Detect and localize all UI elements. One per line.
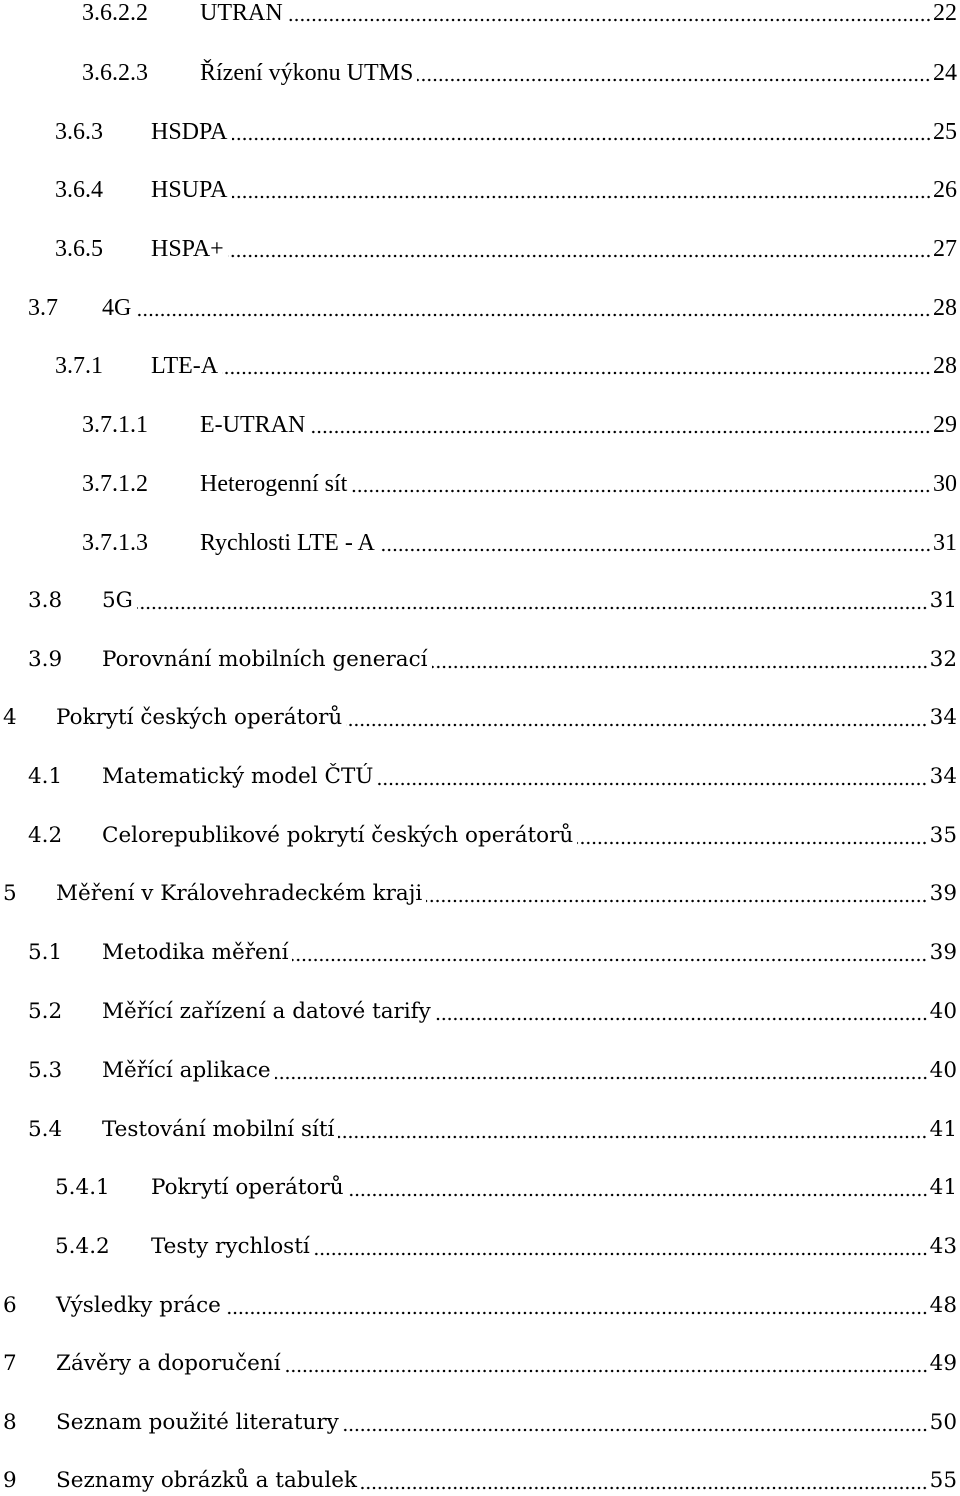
dot-leader xyxy=(309,429,931,435)
toc-entry-page-number: 40 xyxy=(928,997,957,1027)
toc-entry-title: Matematický model ČTÚ xyxy=(102,764,374,789)
toc-entry-number: 8 xyxy=(3,1410,17,1435)
toc-entry[interactable] xyxy=(0,469,957,499)
dot-leader xyxy=(432,664,928,670)
toc-entry-number: 3.7 xyxy=(28,295,58,321)
toc-entry[interactable] xyxy=(0,117,957,147)
toc-entry-page-number: 40 xyxy=(928,1056,957,1086)
dot-leader xyxy=(225,1310,928,1316)
toc-entry-number: 3.6.4 xyxy=(55,177,103,203)
toc-entry-page-number: 50 xyxy=(928,1408,957,1438)
toc-entry[interactable] xyxy=(0,234,957,264)
toc-entry-number: 6 xyxy=(3,1293,17,1318)
toc-entry-page-number: 24 xyxy=(933,60,957,86)
toc-entry-number: 5.4 xyxy=(28,1117,63,1142)
toc-entry-title: Řízení výkonu UTMS xyxy=(200,60,414,86)
toc-entry-title: HSUPA xyxy=(151,177,228,203)
dot-leader xyxy=(361,1485,928,1491)
toc-entry-number: 5.3 xyxy=(28,1058,63,1083)
toc-entry-title: Měřící zařízení a datové tarify xyxy=(102,999,431,1024)
dot-leader xyxy=(135,312,931,318)
toc-entry-number: 3.8 xyxy=(28,588,63,613)
toc-entry[interactable] xyxy=(0,528,957,558)
toc-entry-page-number: 27 xyxy=(933,236,957,262)
toc-entry[interactable] xyxy=(0,1466,957,1496)
dot-leader xyxy=(292,957,927,963)
toc-entry-number: 3.9 xyxy=(28,647,63,672)
toc-entry-page-number: 28 xyxy=(933,295,957,321)
toc-entry-number: 3.7.1 xyxy=(55,353,103,379)
toc-entry-title: Výsledky práce xyxy=(56,1293,221,1318)
toc-entry-title: Pokrytí operátorů xyxy=(151,1175,344,1200)
toc-entry-title: Pokrytí českých operátorů xyxy=(56,705,343,730)
toc-entry[interactable] xyxy=(0,175,957,205)
toc-entry[interactable] xyxy=(0,0,957,28)
toc-entry-title: UTRAN xyxy=(200,0,283,26)
dot-leader xyxy=(338,1134,927,1140)
dot-leader xyxy=(137,605,928,611)
dot-leader xyxy=(346,722,927,728)
dot-leader xyxy=(222,370,931,376)
toc-entry-page-number: 25 xyxy=(933,119,957,145)
toc-entry-number: 4.1 xyxy=(28,764,63,789)
toc-entry-title: 4G xyxy=(102,295,132,321)
toc-entry-page-number: 48 xyxy=(928,1291,957,1321)
toc-entry-number: 5.2 xyxy=(28,999,63,1024)
toc-entry-page-number: 31 xyxy=(928,586,957,616)
toc-entry-title: Seznamy obrázků a tabulek xyxy=(56,1468,357,1493)
dot-leader xyxy=(426,898,927,904)
toc-entry-page-number: 34 xyxy=(928,762,957,792)
toc-entry[interactable] xyxy=(0,1115,957,1145)
dot-leader xyxy=(435,1016,928,1022)
toc-entry-title: Testování mobilní sítí xyxy=(102,1117,335,1142)
toc-entry-page-number: 41 xyxy=(928,1115,957,1145)
toc-entry-title: 5G xyxy=(102,588,133,613)
dot-leader xyxy=(577,840,927,846)
toc-entry-title: Měřící aplikace xyxy=(102,1058,271,1083)
dot-leader xyxy=(351,488,931,494)
toc-entry-number: 5.4.1 xyxy=(55,1175,110,1200)
toc-entry-page-number: 31 xyxy=(933,530,957,556)
toc-entry-page-number: 49 xyxy=(928,1349,957,1379)
toc-entry-page-number: 39 xyxy=(928,938,957,968)
toc-entry-page-number: 35 xyxy=(928,821,957,851)
toc-entry[interactable] xyxy=(0,1349,957,1379)
toc-entry-title: Měření v Královehradeckém kraji xyxy=(56,881,423,906)
toc-entry-title: HSDPA xyxy=(151,119,228,145)
toc-entry[interactable] xyxy=(0,293,957,323)
toc-entry-number: 3.6.5 xyxy=(55,236,103,262)
toc-entry-title: Rychlosti LTE - A xyxy=(200,530,375,556)
toc-entry-page-number: 30 xyxy=(933,471,957,497)
toc-entry[interactable] xyxy=(0,821,957,851)
toc-entry-page-number: 32 xyxy=(928,645,957,675)
toc-entry-number: 5 xyxy=(3,881,17,906)
toc-entry-title: Heterogenní sít xyxy=(200,471,348,497)
toc-entry-number: 4.2 xyxy=(28,823,63,848)
toc-entry[interactable] xyxy=(0,762,957,792)
dot-leader xyxy=(314,1251,928,1257)
toc-entry-page-number: 26 xyxy=(933,177,957,203)
toc-entry-title: HSPA+ xyxy=(151,236,224,262)
dot-leader xyxy=(275,1075,928,1081)
toc-entry[interactable] xyxy=(0,938,957,968)
toc-entry[interactable] xyxy=(0,879,957,909)
toc-entry-page-number: 41 xyxy=(928,1173,957,1203)
toc-entry-page-number: 55 xyxy=(928,1466,957,1496)
toc-entry-title: Závěry a doporučení xyxy=(56,1351,281,1376)
toc-entry-number: 5.4.2 xyxy=(55,1234,110,1259)
toc-entry[interactable] xyxy=(0,1173,957,1203)
toc-entry-number: 3.6.2.2 xyxy=(82,0,148,26)
dot-leader xyxy=(343,1427,928,1433)
toc-entry-number: 4 xyxy=(3,705,17,730)
toc-entry-number: 5.1 xyxy=(28,940,63,965)
toc-entry-title: LTE-A xyxy=(151,353,219,379)
toc-entry[interactable] xyxy=(0,586,957,616)
dot-leader xyxy=(232,136,932,142)
toc-entry[interactable] xyxy=(0,410,957,440)
toc-entry[interactable] xyxy=(0,1291,957,1321)
toc-entry-number: 7 xyxy=(3,1351,17,1376)
toc-entry-number: 3.6.2.3 xyxy=(82,60,148,86)
dot-leader xyxy=(232,194,932,200)
toc-entry-page-number: 39 xyxy=(928,879,957,909)
toc-entry-title: Porovnání mobilních generací xyxy=(102,647,428,672)
dot-leader xyxy=(379,547,931,553)
dot-leader xyxy=(348,1192,928,1198)
toc-entry[interactable] xyxy=(0,997,957,1027)
toc-entry-title: Testy rychlostí xyxy=(151,1234,310,1259)
toc-entry-number: 3.6.3 xyxy=(55,119,103,145)
toc-entry-title: E-UTRAN xyxy=(200,412,306,438)
toc-entry[interactable] xyxy=(0,1408,957,1438)
toc-entry[interactable] xyxy=(0,351,957,381)
dot-leader xyxy=(287,17,931,23)
toc-entry-page-number: 29 xyxy=(933,412,957,438)
toc-entry-title: Celorepublikové pokrytí českých operátorů xyxy=(102,823,574,848)
toc-entry-title: Metodika měření xyxy=(102,940,289,965)
toc-entry-page-number: 34 xyxy=(928,703,957,733)
toc-entry[interactable] xyxy=(0,645,957,675)
dot-leader xyxy=(417,77,931,83)
toc-entry-title: Seznam použité literatury xyxy=(56,1410,339,1435)
toc-entry-number: 3.7.1.2 xyxy=(82,471,148,497)
toc-entry[interactable] xyxy=(0,703,957,733)
dot-leader xyxy=(228,253,931,259)
dot-leader xyxy=(285,1368,928,1374)
toc-entry[interactable] xyxy=(0,1056,957,1086)
toc-entry[interactable] xyxy=(0,1232,957,1262)
toc-entry-page-number: 28 xyxy=(933,353,957,379)
toc-entry-number: 3.7.1.3 xyxy=(82,530,148,556)
toc-entry-page-number: 43 xyxy=(928,1232,957,1262)
toc-entry-number: 9 xyxy=(3,1468,17,1493)
toc-entry[interactable] xyxy=(0,58,957,88)
toc-entry-page-number: 22 xyxy=(933,0,957,26)
dot-leader xyxy=(377,781,927,787)
toc-entry-number: 3.7.1.1 xyxy=(82,412,148,438)
